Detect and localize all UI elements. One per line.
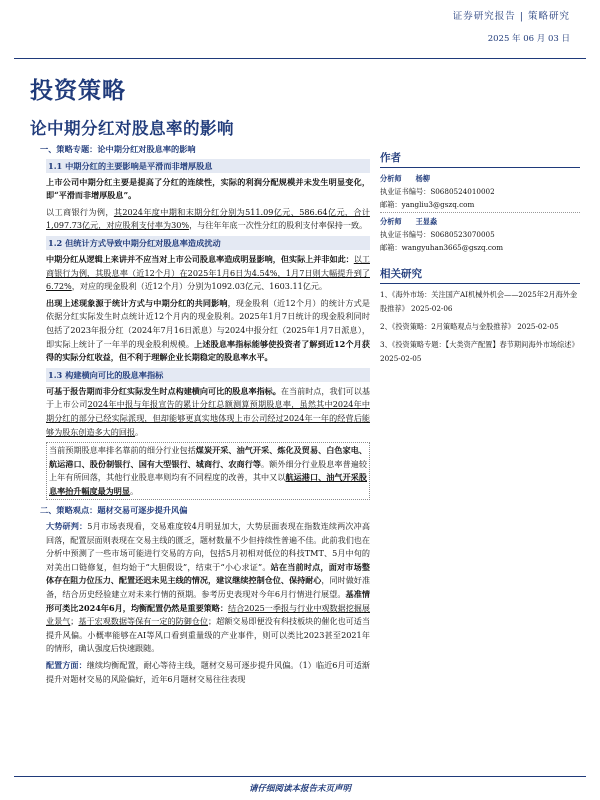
paragraph-7 [46,659,370,686]
bold-run: 上述股息率指标能够使投资者了解到近12个月获得的实际分红收益，但不利于理解企业长期稳定的股息率水平。 [46,338,370,363]
underlined-run: 结合2025一季报与行业中观数据挖掘展业景气 [46,602,370,627]
page-title: 论中期分红对股息率的影响 [30,119,234,138]
paragraph-1-lead: 上市公司中期分红主要是提高了分红的连续性，实际的利润分配规模并未发生明显变化，即“平滑而非增厚股息”。 [46,176,370,201]
divider [380,212,580,213]
bold-run: 航运港口、油气开采股息率抬升幅度最为明显 [49,472,367,496]
paragraph-2 [46,253,370,294]
related-item[interactable]: 3、《投资策略专题：【大类资产配置】春节期间海外市场综述》 2025-02-05 [380,340,579,363]
bold-run: 可基于报告期而非分红实际发生时点构建横向可比的股息率指标。 [46,385,281,396]
sidebar [380,150,580,370]
text-run: 。 [135,426,144,437]
text-run: ； [70,616,79,627]
analyst-1-cert: 执业证书编号：S0680524010002 [380,187,495,196]
paragraph-3 [46,297,370,365]
analyst-2-cert: 执业证书编号：S0680523070005 [380,230,495,239]
authors-heading: 作者 [380,150,580,168]
text-run: 继续均衡配置，耐心等待主线，题材交易可逐步提升风偏。（1）临近6月可适渐提升对题材交易的风险偏好，近年6月题材交易往往表现 [46,660,370,684]
text-run: 在当前时点，我们可以基于上市公司 [46,385,370,410]
paragraph-6 [46,520,370,656]
section-heading-1: 一、策略专题：论中期分红对股息率的影响 [40,144,196,154]
paragraph-1b [46,206,370,233]
text-run: ，与往年年底一次性分红的股利支付率保持一致。 [189,220,368,231]
underlined-run: 以工商银行为例，其股息率（近12个月）在2025年1月6日为4.54%，1月7日则大幅提升到了6.72% [46,253,370,292]
report-type: 证券研究报告 | 策略研究 [452,11,570,22]
subsection-heading-1-1: 1.1 中期分红的主要影响是平滑而非增厚股息 [46,159,370,173]
text-run: ，对应的现金股利（近12个月）分别为1092.03亿元、1603.11亿元。 [71,281,328,292]
related-research-heading: 相关研究 [380,266,580,284]
footer-disclaimer: 请仔细阅读本报告末页声明 [248,784,351,794]
subsection-heading-1-2: 1.2 但统计方式导致中期分红对股息率造成扰动 [46,236,370,250]
bold-run: 站在当前时点，面对市场整体存在阻力位压力、配置还迟未见主线的情况，建议继续控制仓位、保持耐心 [46,561,370,586]
text-run: 。额外细分行业股息率普遍较上年有所回落，其他行业股息率则均有不同程度的改善，其中又以 [49,458,367,483]
analyst-2-name: 王显淼 [415,217,438,226]
footer-divider [14,776,586,777]
text-run: ，现金股利（近12个月）的统计方式是依据分红实际发生时点统计近12个月内的现金股利。2025年1月7日统计的现金股利同时包括了2023年报分红（2024年7月16日派息）与2024中报分红（2025年1月7日派息），即实际上统计了一年半的现金股利规模。 [46,297,370,349]
text-run: 当前预期股息率排名靠前的细分行业包括 [49,445,196,456]
paragraph-label: 大势研判： [46,521,88,532]
analyst-1-row [380,172,580,185]
subsection-heading-1-3: 1.3 构建横向可比的股息率指标 [46,368,370,382]
section-heading-2: 二、策略观点：题材交易可逐步提升风偏 [40,505,188,516]
analyst-1-email: 邮箱：yangliu3@gszq.com [380,200,475,209]
bold-run: 煤炭开采、油气开采、炼化及贸易、白色家电、航运港口、股份制银行、国有大型银行、城商行、农商行等 [49,445,367,469]
text-run: ，同时做好准备，结合历史经验建立对未来行情的预期。参考历史表现对今年6月行情进行展望。 [46,575,370,600]
underlined-run: 2024年中报与年报宣告的累计分红总额测算预期股息率，虽然其中2024年中期分红的部分已经实际派现，但却能够更真实地体现上市公司经过2024年一年的经营后能够为股东创造多大的回报 [46,399,370,437]
paragraph-1 [46,176,370,203]
text-run: 5月市场表现看，交易难度较4月明显加大，大势层面表现在指数连续两次冲高回落，配置层面则表现在交易主线的匮乏，题材数量不少但持续性普遍不佳。此前我们也在分析中预测了一些市场可能进行交易的方向，包括5月初相对低位的科技TMT、5月中旬的对美出口链修复，但均始于“大胆假设”，结束于“小心求证”。 [46,521,370,572]
main-content [40,143,370,689]
text-run: 。 [129,485,139,496]
analyst-2-row [380,215,580,228]
related-research-list [380,288,580,366]
report-header [453,8,570,44]
report-category: 投资策略 [30,77,126,104]
analyst-label: 分析师 [380,217,402,226]
bold-run: 出现上述现象源于统计方式与中期分红的共同影响 [46,297,228,308]
text-run: 以工商银行为例， [46,206,114,217]
analyst-1-name: 杨柳 [415,174,430,183]
analyst-label: 分析师 [380,174,402,183]
text-run: ；超额交易即便没有科技板块的催化也可适当提升风偏。小概率能够在AI等风口看到重量级的产业事件，则可以类比2023甚至2021年的情形，确认强度后快速跟随。 [46,616,370,654]
underlined-run: 基于宏观数据等保有一定的防御仓位 [78,616,208,627]
analyst-2-email: 邮箱：wangyuhan3665@gszq.com [380,243,504,252]
bold-run: 基准情形可类比2024年6月，均衡配置仍然是重要策略： [46,589,370,613]
bold-run: 中期分红从逻辑上来讲并不应当对上市公司股息率造成明显影响，但实际上并非如此： [46,253,354,264]
related-item[interactable]: 1、《海外市场：关注国产AI机械外机会——2025年2月海外金股推荐》 2025-02-06 [380,290,578,313]
underlined-run: 其2024年度中期和末期分红分别为511.09亿元、586.64亿元，合计1,097.73亿元，对应股利支付率为30% [46,206,370,231]
paragraph-4 [46,385,370,439]
related-item[interactable]: 2、《投资策略：2月策略观点与金股推荐》 2025-02-05 [380,322,559,331]
report-date: 2025 年 06 月 03 日 [487,34,570,44]
paragraph-5 [46,442,370,500]
header-divider [14,58,586,59]
paragraph-label: 配置方面： [46,660,87,670]
